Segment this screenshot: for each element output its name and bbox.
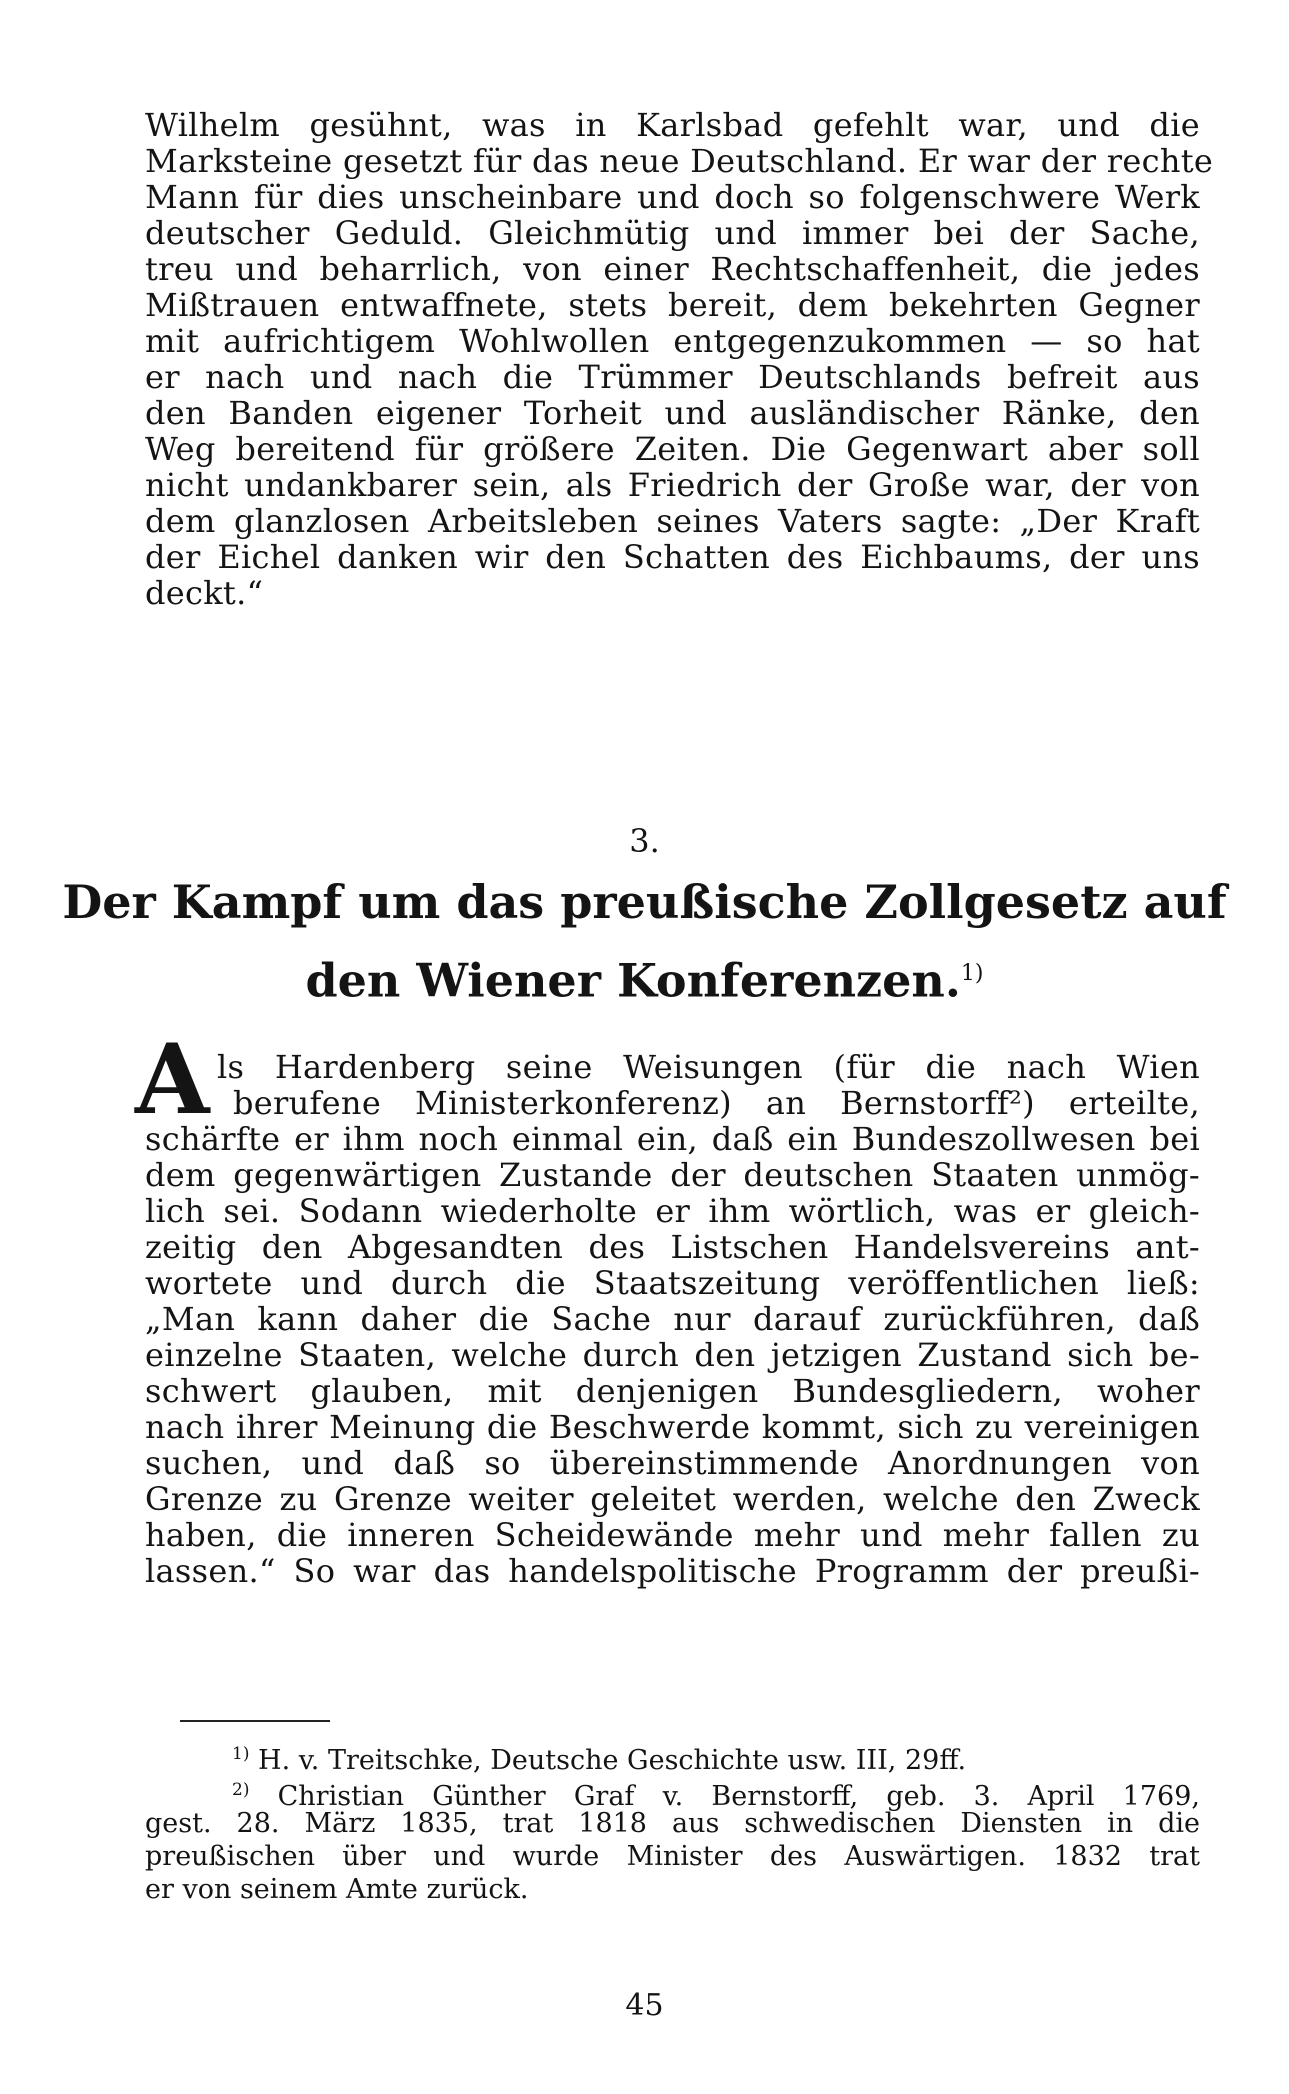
section-title-continued bbox=[0, 944, 1289, 1010]
text-line: „Man kann daher die Sache nur darauf zurückführen, daß bbox=[145, 1300, 1200, 1338]
footnote-2-text: Christian Günther Graf v. Bernstorff, geb. 3. April 1769, bbox=[277, 1781, 1200, 1812]
text-line: haben, die inneren Scheidewände mehr und mehr fallen zu bbox=[145, 1516, 1200, 1554]
drop-initial: A bbox=[135, 1023, 210, 1136]
text-line: lich sei. Sodann wiederholte er ihm wörtlich, was er gleich- bbox=[145, 1192, 1200, 1230]
text-line: zeitig den Abgesandten des Listschen Handelsvereins ant- bbox=[145, 1228, 1200, 1266]
footnote-2-mark: 2) bbox=[232, 1780, 250, 1800]
text-line: wortete und durch die Staatszeitung veröffentlichen ließ: bbox=[145, 1264, 1200, 1302]
text-line: lassen.“ So war das handelspolitische Programm der preußi- bbox=[145, 1552, 1200, 1590]
text-line: schärfte er ihm noch einmal ein, daß ein Bundeszollwesen bei bbox=[145, 1120, 1200, 1158]
section-title bbox=[0, 872, 1289, 932]
footnote-2-line: gest. 28. März 1835, trat 1818 aus schwedischen Diensten in die bbox=[145, 1808, 1200, 1839]
text-line: nicht undankbarer sein, als Friedrich der Große war, der von bbox=[145, 466, 1200, 504]
text-line: schwert glauben, mit denjenigen Bundesgliedern, woher bbox=[145, 1372, 1200, 1410]
footnote-2-line: er von seinem Amte zurück. bbox=[145, 1874, 529, 1905]
text-line: ls Hardenberg seine Weisungen (für die nach Wien bbox=[217, 1048, 1200, 1086]
text-line: mit aufrichtigem Wohlwollen entgegenzukommen — so hat bbox=[145, 322, 1200, 360]
text-line: Marksteine gesetzt für das neue Deutschland. Er war der rechte bbox=[145, 142, 1214, 180]
text-line: deutscher Geduld. Gleichmütig und immer bei der Sache, bbox=[145, 214, 1200, 252]
text-line: suchen, und daß so übereinstimmende Anordnungen von bbox=[145, 1444, 1200, 1482]
footnote-1-text: H. v. Treitschke, Deutsche Geschichte usw. III, 29ff. bbox=[258, 1745, 967, 1776]
text-line: berufene Ministerkonferenz) an Bernstorff²) erteilte, bbox=[233, 1084, 1200, 1122]
text-line: er nach und nach die Trümmer Deutschlands befreit aus bbox=[145, 358, 1200, 396]
footnote-2-line: preußischen über und wurde Minister des Auswärtigen. 1832 trat bbox=[145, 1841, 1200, 1872]
text-line: Mann für dies unscheinbare und doch so folgenschwere Werk bbox=[145, 178, 1200, 216]
page-number: 45 bbox=[625, 1988, 664, 2023]
footnote-reference: 1) bbox=[960, 961, 984, 986]
text-line: Grenze zu Grenze weiter geleitet werden, welche den Zweck bbox=[145, 1480, 1200, 1518]
footnote-1-mark: 1) bbox=[232, 1744, 250, 1764]
section-number: 3. bbox=[629, 822, 660, 860]
footnote-1 bbox=[232, 1738, 1132, 1777]
text-line: einzelne Staaten, welche durch den jetzigen Zustand sich be- bbox=[145, 1336, 1200, 1374]
text-line: nach ihrer Meinung die Beschwerde kommt, sich zu vereinigen bbox=[145, 1408, 1200, 1446]
text-line: Weg bereitend für größere Zeiten. Die Gegenwart aber soll bbox=[145, 430, 1200, 468]
section-title-line-2: den Wiener Konferenzen. bbox=[305, 953, 961, 1008]
text-line: der Eichel danken wir den Schatten des Eichbaums, der uns bbox=[145, 538, 1200, 576]
text-line: Wilhelm gesühnt, was in Karlsbad gefehlt war, und die bbox=[145, 106, 1200, 144]
footnote-divider bbox=[180, 1720, 330, 1722]
text-line: treu und beharrlich, von einer Rechtschaffenheit, die jedes bbox=[145, 250, 1200, 288]
text-line: dem glanzlosen Arbeitsleben seines Vaters sagte: „Der Kraft bbox=[145, 502, 1200, 540]
section-title-line-1: Der Kampf um das preußische Zollgesetz auf bbox=[62, 875, 1227, 929]
text-line: Mißtrauen entwaffnete, stets bereit, dem bekehrten Gegner bbox=[145, 286, 1200, 324]
text-line: den Banden eigener Torheit und ausländischer Ränke, den bbox=[145, 394, 1200, 432]
text-line: dem gegenwärtigen Zustande der deutschen Staaten unmög- bbox=[145, 1156, 1200, 1194]
text-line: deckt.“ bbox=[145, 574, 264, 612]
